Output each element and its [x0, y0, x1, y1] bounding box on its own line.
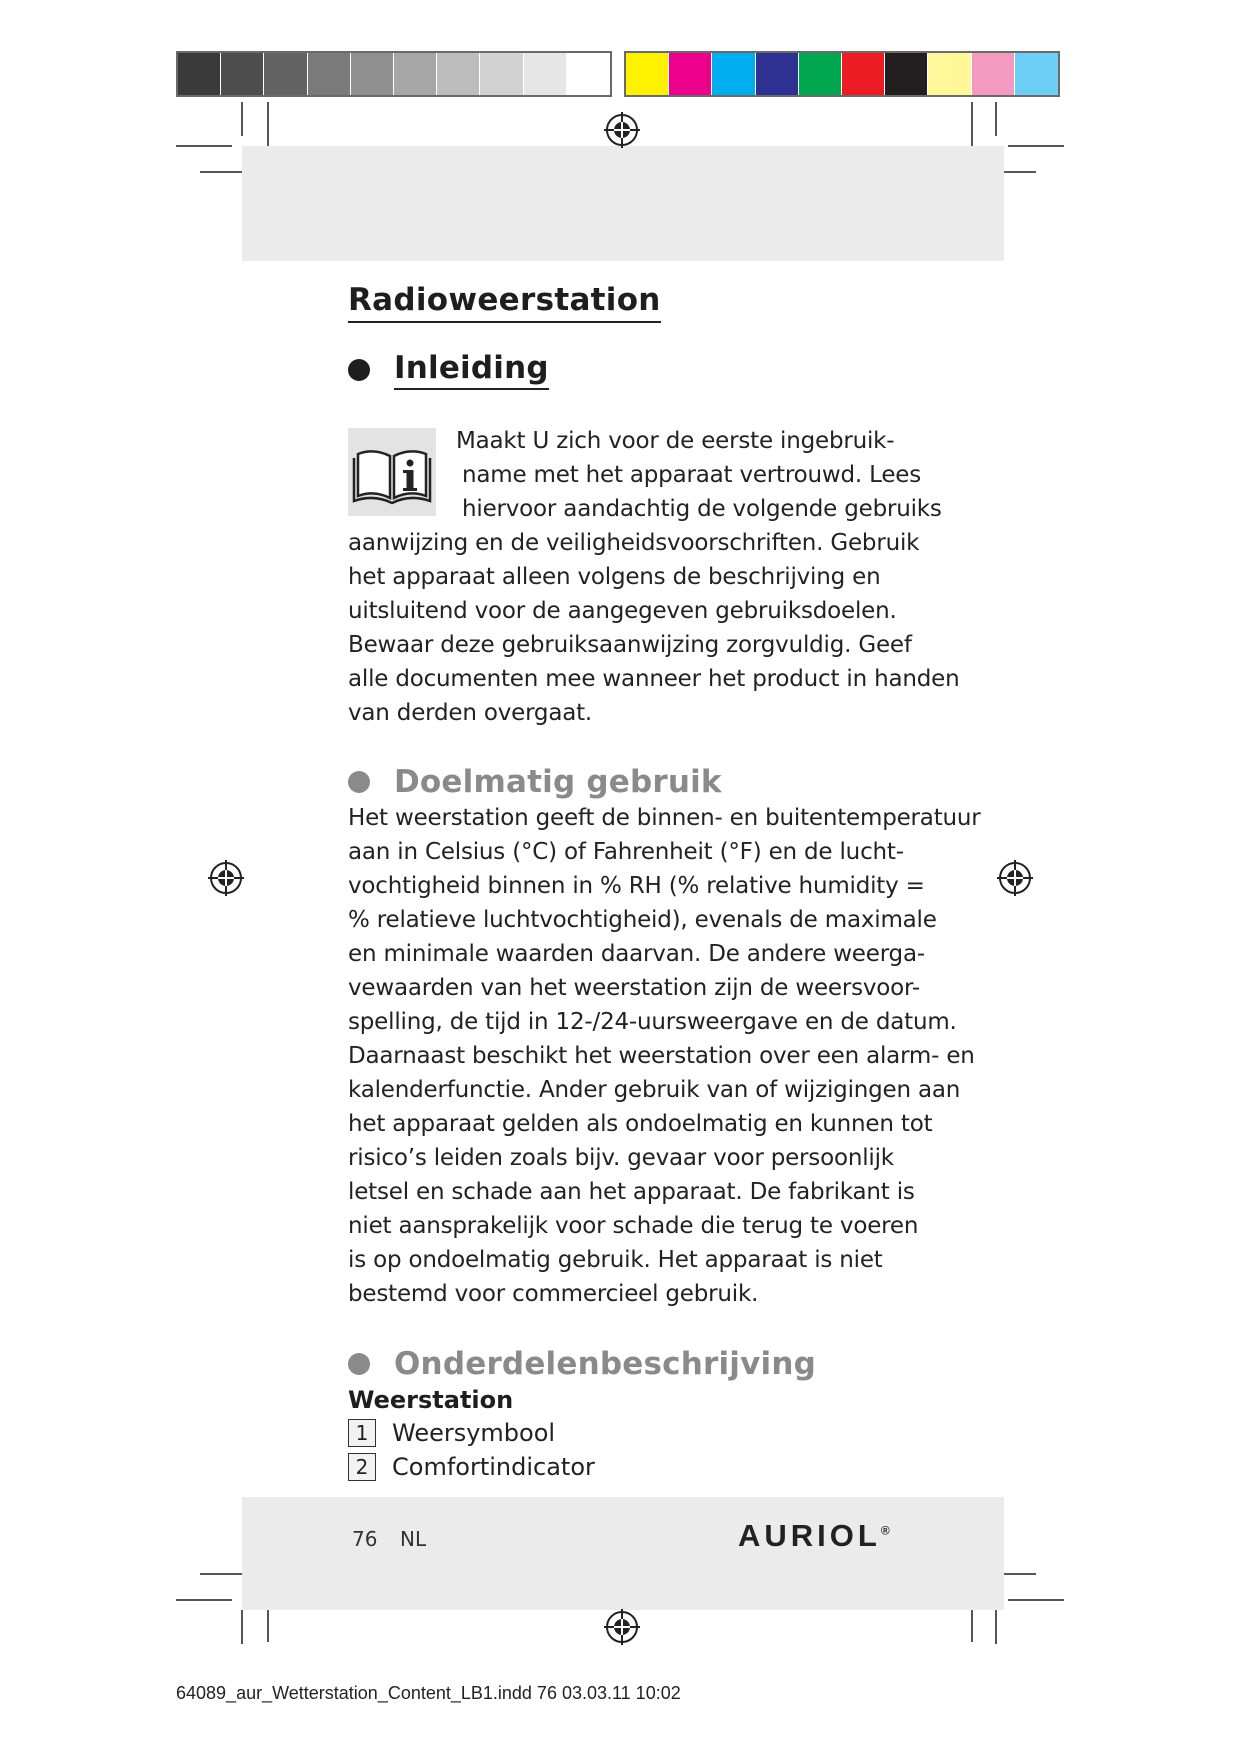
footer-band	[242, 1497, 1004, 1610]
bullet-dot-icon	[348, 1353, 370, 1375]
grey-swatch	[394, 53, 437, 95]
color-swatch	[712, 53, 755, 95]
grey-color-bar	[176, 51, 612, 97]
use-line: % relatieve luchtvochtigheid), evenals de maximale	[348, 907, 937, 933]
language-code: NL	[400, 1527, 427, 1551]
section-heading-text: Doelmatig gebruik	[394, 764, 722, 800]
use-line: is op ondoelmatig gebruik. Het apparaat is niet	[348, 1247, 883, 1273]
color-swatch	[669, 53, 712, 95]
part-label: Weersymbool	[392, 1419, 556, 1447]
use-line: letsel en schade aan het apparaat. De fabrikant is	[348, 1179, 915, 1205]
crop-mark	[1008, 145, 1064, 147]
crop-mark	[200, 171, 246, 173]
crop-mark	[995, 102, 997, 136]
grey-swatch	[524, 53, 567, 95]
section-heading-doelmatig-gebruik	[348, 764, 722, 800]
grey-swatch	[178, 53, 221, 95]
use-line: niet aansprakelijk voor schade die terug te voeren	[348, 1213, 919, 1239]
grey-swatch	[308, 53, 351, 95]
part-label: Comfortindicator	[392, 1453, 595, 1481]
use-line: het apparaat gelden als ondoelmatig en kunnen tot	[348, 1111, 933, 1137]
registration-mark-icon	[603, 111, 641, 149]
crop-mark	[995, 1610, 997, 1644]
intro-line: hiervoor aandachtig de volgende gebruiks	[462, 496, 942, 522]
use-line: spelling, de tijd in 12-/24-uursweergave en de datum.	[348, 1009, 957, 1035]
section-heading-text: Inleiding	[394, 350, 549, 390]
bullet-dot-icon	[348, 771, 370, 793]
part-item	[348, 1419, 555, 1447]
registration-mark-icon	[996, 859, 1034, 897]
use-line: bestemd voor commercieel gebruik.	[348, 1281, 759, 1307]
color-swatch	[1015, 53, 1058, 95]
intro-line: van derden overgaat.	[348, 700, 593, 726]
grey-swatch	[351, 53, 394, 95]
intro-line: het apparaat alleen volgens de beschrijving en	[348, 564, 881, 590]
print-slug: 64089_aur_Wetterstation_Content_LB1.indd 76 03.03.11 10:02	[176, 1683, 681, 1703]
section-heading-inleiding	[348, 350, 549, 390]
use-line: risico’s leiden zoals bijv. gevaar voor persoonlijk	[348, 1145, 894, 1171]
crop-mark	[176, 1599, 232, 1601]
crop-mark	[1008, 1599, 1064, 1601]
use-line: Daarnaast beschikt het weerstation over een alarm- en	[348, 1043, 975, 1069]
color-swatch	[928, 53, 971, 95]
info-book-icon	[348, 428, 436, 516]
page-title: Radioweerstation	[348, 282, 661, 323]
crop-mark	[241, 1610, 243, 1644]
part-number-box: 1	[348, 1419, 376, 1447]
grey-swatch	[567, 53, 610, 95]
section-heading-text: Onderdelenbeschrijving	[394, 1346, 817, 1382]
intro-line: Maakt U zich voor de eerste ingebruik-	[456, 428, 895, 454]
part-item	[348, 1453, 595, 1481]
intro-line: name met het apparaat vertrouwd. Lees	[462, 462, 922, 488]
section-heading-onderdelenbeschrijving	[348, 1346, 816, 1382]
registration-mark-icon	[207, 859, 245, 897]
crop-mark	[267, 102, 269, 152]
process-color-bar	[624, 51, 1060, 97]
part-number-box: 2	[348, 1453, 376, 1481]
intro-line: Bewaar deze gebruiksaanwijzing zorgvuldig. Geef	[348, 632, 912, 658]
color-swatch	[842, 53, 885, 95]
use-line: en minimale waarden daarvan. De andere weerga-	[348, 941, 925, 967]
intro-line: uitsluitend voor de aangegeven gebruiksdoelen.	[348, 598, 897, 624]
color-swatch	[756, 53, 799, 95]
bullet-dot-icon	[348, 359, 370, 381]
use-line: vewaarden van het weerstation zijn de weersvoor-	[348, 975, 920, 1001]
intro-line: alle documenten mee wanneer het product in handen	[348, 666, 960, 692]
registered-mark: ®	[880, 1523, 890, 1538]
page-number: 76	[352, 1527, 378, 1551]
grey-swatch	[264, 53, 307, 95]
color-swatch	[799, 53, 842, 95]
brand-name: AURIOL	[738, 1518, 881, 1553]
color-swatch	[626, 53, 669, 95]
grey-swatch	[480, 53, 523, 95]
crop-mark	[200, 1573, 246, 1575]
intro-line: aanwijzing en de veiligheidsvoorschriften. Gebruik	[348, 530, 920, 556]
crop-mark	[971, 102, 973, 152]
grey-swatch	[437, 53, 480, 95]
use-line: Het weerstation geeft de binnen- en buitentemperatuur	[348, 805, 981, 831]
use-line: kalenderfunctie. Ander gebruik van of wijzigingen aan	[348, 1077, 961, 1103]
brand-logo	[738, 1518, 890, 1554]
parts-subheading: Weerstation	[348, 1386, 514, 1414]
use-line: aan in Celsius (°C) of Fahrenheit (°F) en de lucht-	[348, 839, 904, 865]
registration-mark-icon	[603, 1608, 641, 1646]
color-swatch	[885, 53, 928, 95]
use-line: vochtigheid binnen in % RH (% relative humidity =	[348, 873, 925, 899]
crop-mark	[176, 145, 232, 147]
grey-swatch	[221, 53, 264, 95]
header-band	[242, 146, 1004, 261]
crop-mark	[241, 102, 243, 136]
color-swatch	[972, 53, 1015, 95]
